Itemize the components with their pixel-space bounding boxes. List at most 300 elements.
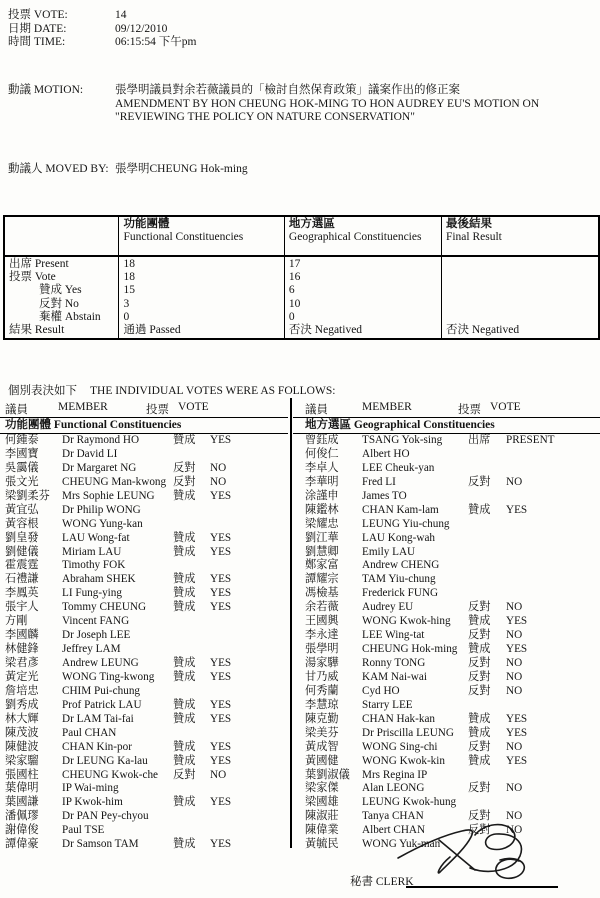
member-name-cn: 劉慧卿 [305,545,339,558]
vote-value-cn: 反對 [468,782,491,795]
member-name-en: LEE Cheuk-yan [362,461,435,474]
vote-value-en: NO [506,810,523,823]
vote-row [0,629,288,643]
member-name-en: Miriam LAU [62,545,122,558]
vote-value-en: NO [506,475,523,488]
motion-line-en-2: "REVIEWING THE POLICY ON NATURE CONSERVATION" [115,111,415,123]
summary-final-value: 否決 Negatived [445,323,520,336]
member-name-en: Emily LAU [362,545,416,558]
member-cn-header: 議員 [5,404,28,416]
geographical-column-header [293,398,600,418]
vote-value-cn: 贊成 [173,698,196,711]
summary-geographical-value: 0 [288,310,295,323]
member-name-cn: 涂謹申 [305,489,339,502]
vote-row [0,824,288,838]
vote-value-cn: 贊成 [468,503,491,516]
member-name-cn: 吳靄儀 [5,461,39,474]
vote-row [293,657,600,671]
vote-value-en: YES [210,531,232,544]
member-name-cn: 林大輝 [5,712,39,725]
member-name-en: Alan LEONG [362,782,425,795]
member-name-en: Albert HO [362,447,410,460]
summary-header-functional-cn: 功能團體 [123,218,170,230]
vote-value-cn: 贊成 [173,434,196,446]
member-name-cn: 陳茂波 [5,726,39,739]
vote-value-en: YES [210,796,232,809]
member-name-cn: 湯家驊 [305,657,339,669]
vote-row [0,532,288,546]
vote-value-cn: 贊成 [173,670,196,683]
vote-row [293,769,600,783]
summary-header-row [4,216,599,256]
member-name-en: Vincent FANG [62,615,130,628]
vote-row [293,462,600,476]
geographical-vote-rows [293,434,600,852]
vote-row [0,448,288,462]
summary-geographical-value: 否決 Negatived [288,323,363,336]
vote-value-cn: 反對 [468,740,491,753]
member-name-cn: 譚偉豪 [5,838,39,851]
vote-row [0,769,288,783]
vote-row [0,657,288,671]
vote-value-cn: 贊成 [173,489,196,502]
summary-functional-value: 通過 Passed [123,323,181,336]
member-name-en: Andrew CHENG [362,559,440,572]
vote-value-cn: 贊成 [173,573,196,586]
vote-value-en: NO [210,475,227,488]
summary-row-label: 反對 No [39,297,79,310]
vote-row [0,490,288,504]
member-name-en: IP Wai-ming [62,782,119,795]
vote-value-cn: 反對 [468,601,491,614]
vote-number-row [8,9,196,23]
summary-header-geographical-cn: 地方選區 [288,218,335,230]
motion-label: 動議 MOTION: [8,84,84,96]
member-name-en: CHAN Kin-por [62,740,132,753]
member-name-en: IP Kwok-him [62,796,123,809]
vote-value-cn: 贊成 [173,740,196,753]
member-name-cn: 梁耀忠 [305,517,339,530]
vote-row [293,629,600,643]
vote-row [293,573,600,587]
member-name-cn: 李國麟 [5,629,39,642]
summary-final-value [446,284,594,297]
column-divider-line [290,398,292,848]
time-row [8,36,196,50]
member-name-cn: 曾鈺成 [305,434,339,446]
member-name-en: TSANG Yok-sing [362,434,443,446]
vote-row [0,559,288,573]
member-name-cn: 詹培忠 [5,684,39,697]
member-name-en: CHAN Hak-kan [362,712,436,725]
clerk-signature [392,820,552,884]
summary-body-row [4,256,599,339]
member-name-en: WONG Yung-kan [62,517,143,530]
member-name-en: WONG Kwok-hing [362,615,451,628]
summary-final-value [446,311,594,324]
vote-row [0,601,288,615]
summary-functional-value: 18 [123,258,135,270]
summary-header-geographical [284,216,441,256]
member-name-cn: 李永達 [305,629,339,642]
vote-row [0,755,288,769]
vote-value-en: NO [506,670,523,683]
summary-row-label: 結果 Result [9,323,65,336]
vote-row [0,573,288,587]
functional-section-title: 功能團體 Functional Constituencies [0,418,288,434]
member-name-en: Audrey EU [362,601,414,614]
member-name-cn: 李卓人 [305,461,339,474]
summary-header-functional-en: Functional Constituencies [123,231,244,244]
vote-value-en: NO [210,768,227,781]
individual-votes-intro [8,382,335,398]
member-name-en: LI Fung-ying [62,587,122,600]
date-row [8,23,196,37]
member-name-en: Dr Philip WONG [62,503,141,516]
member-name-cn: 梁劉柔芬 [5,489,50,502]
vote-value-cn: 反對 [173,461,196,474]
member-name-cn: 謝偉俊 [5,824,39,837]
member-name-en: Starry LEE [362,698,413,711]
member-name-en: Paul CHAN [62,726,117,739]
vote-value-en: YES [506,726,528,739]
vote-row [0,462,288,476]
vote-row [293,796,600,810]
member-name-cn: 甘乃威 [305,670,339,683]
member-name-cn: 林健鋒 [5,643,39,656]
member-name-cn: 方剛 [5,615,28,628]
member-name-en: Dr Priscilla LEUNG [362,726,454,739]
vote-value-cn: 反對 [468,657,491,669]
summary-final-value [446,298,594,311]
vote-row [293,518,600,532]
member-name-en: LAU Wong-fat [62,531,130,544]
vote-row [0,782,288,796]
member-name-en: Dr LEUNG Ka-lau [62,754,148,767]
member-name-cn: 劉秀成 [5,698,39,711]
member-name-cn: 張國柱 [5,768,39,781]
vote-row [293,615,600,629]
summary-header-final-cn: 最後結果 [445,218,492,230]
member-name-en: CHEUNG Hok-ming [362,643,458,656]
vote-value-en: YES [210,712,232,725]
vote-value-cn: 贊成 [173,531,196,544]
summary-geographical-value: 6 [288,284,295,297]
member-name-cn: 劉皇發 [5,531,39,544]
vote-row [0,476,288,490]
vote-en-header: VOTE [490,401,521,413]
member-name-en: Mrs Regina IP [362,768,428,781]
vote-value-en: YES [506,754,528,767]
vote-value-cn: 贊成 [173,796,196,809]
date-value: 09/12/2010 [115,22,168,35]
member-name-cn: 梁君彥 [5,657,39,669]
vote-value-en: NO [506,824,523,837]
member-name-en: Dr Raymond HO [62,434,140,446]
vote-value-en: YES [506,615,528,628]
member-name-cn: 何鍾泰 [5,434,39,446]
vote-value-cn: 贊成 [468,643,491,656]
vote-row [0,796,288,810]
summary-header-empty [4,216,119,256]
member-name-cn: 張學明 [305,643,339,656]
summary-geographical-cell [284,256,441,339]
vote-row [293,671,600,685]
vote-row [0,671,288,685]
member-name-cn: 陳克勤 [305,712,339,725]
summary-geographical-value: 16 [288,271,301,284]
member-name-en: Ronny TONG [362,657,426,669]
vote-row [293,643,600,657]
vote-row [0,504,288,518]
moved-by-value: 張學明CHEUNG Hok-ming [115,163,248,175]
vote-row [293,559,600,573]
summary-final-value [446,271,594,284]
vote-value-en: YES [506,712,528,725]
summary-geographical-value: 17 [288,258,301,270]
clerk-signature-line [406,886,558,888]
vote-value-cn: 贊成 [468,615,491,628]
summary-row-label: 投票 Vote [9,271,56,284]
member-name-en: Andrew LEUNG [62,657,139,669]
member-name-en: Prof Patrick LAU [62,698,142,711]
vote-row [0,810,288,824]
vote-value-cn: 反對 [468,670,491,683]
vote-value-en: YES [210,545,232,558]
member-name-cn: 潘佩璆 [5,810,39,823]
member-name-en: Dr David LI [62,447,118,460]
member-name-en: WONG Kwok-kin [362,754,445,767]
summary-header-geographical-en: Geographical Constituencies [288,231,422,244]
vote-value-en: PRESENT [506,434,555,446]
individual-votes-table [0,398,600,858]
member-name-en: Dr LAM Tai-fai [62,712,134,725]
vote-row [293,782,600,796]
member-name-cn: 葉國謙 [5,796,39,809]
summary-labels-cell [4,256,119,339]
member-name-en: Abraham SHEK [62,573,136,586]
member-name-en: Mrs Sophie LEUNG [62,489,155,502]
member-name-cn: 張文光 [5,475,39,488]
member-name-en: CHAN Kam-lam [362,503,439,516]
motion-block [8,84,588,125]
member-name-cn: 馮檢基 [305,587,339,600]
member-name-cn: 黃成智 [305,740,339,753]
summary-table [3,215,600,340]
member-name-en: CHEUNG Kwok-che [62,768,159,781]
member-en-header: MEMBER [58,401,108,413]
vote-value-cn: 反對 [173,475,196,488]
functional-column-header [0,398,288,418]
member-name-en: WONG Ting-kwong [62,670,155,683]
member-name-cn: 葉偉明 [5,782,39,795]
vote-en-header: VOTE [178,401,209,413]
member-name-cn: 黃國健 [305,754,339,767]
vote-row [293,532,600,546]
member-name-en: WONG Sing-chi [362,740,438,753]
individual-votes-intro-cn: 個別表決如下 [8,385,77,397]
summary-final-value [446,258,594,271]
vote-value-cn: 贊成 [173,545,196,558]
vote-value-en: YES [210,698,232,711]
member-name-en: LEUNG Yiu-chung [362,517,450,530]
summary-row-label: 贊成 Yes [39,284,82,297]
member-name-cn: 梁美芬 [305,726,339,739]
member-name-en: Dr Joseph LEE [62,629,131,642]
vote-value-en: YES [506,643,528,656]
vote-value-cn: 出席 [468,434,491,446]
geographical-votes-column [293,398,600,852]
summary-functional-cell [119,256,284,339]
vote-value-en: NO [506,740,523,753]
motion-line-en-1: AMENDMENT BY HON CHEUNG HOK-MING TO HON AUDREY EU'S MOTION ON [115,97,540,110]
vote-value-en: NO [506,629,523,642]
member-name-en: Paul TSE [62,824,105,837]
summary-functional-value: 18 [123,271,135,284]
member-name-cn: 葉劉淑儀 [305,768,350,781]
vote-value-cn: 贊成 [173,712,196,725]
member-name-en: TAM Yiu-chung [362,573,436,586]
member-name-cn: 李華明 [305,475,339,488]
vote-row [293,727,600,741]
vote-row [293,685,600,699]
vote-row [0,518,288,532]
vote-value-cn: 反對 [468,810,491,823]
member-name-cn: 石禮謙 [5,573,39,586]
member-name-cn: 鄭家富 [305,559,339,572]
member-name-cn: 陳淑莊 [305,810,339,823]
vote-row [0,741,288,755]
vote-row [293,587,600,601]
vote-value-en: YES [210,434,232,446]
vote-value-cn: 贊成 [468,754,491,767]
vote-row [293,476,600,490]
member-name-en: WONG Yuk-man [362,838,441,851]
vote-value-en: YES [210,670,232,683]
summary-row-label: 棄權 Abstain [39,310,101,323]
vote-row [293,741,600,755]
vote-value-en: YES [210,740,232,753]
member-name-cn: 黃宜弘 [5,503,39,516]
member-name-cn: 劉健儀 [5,545,39,558]
member-name-cn: 何俊仁 [305,447,339,460]
vote-number-label: 投票 VOTE: [8,9,68,21]
vote-row [0,838,288,852]
moved-by-block [8,162,248,176]
vote-value-en: YES [210,573,232,586]
member-name-cn: 李鳳英 [5,587,39,600]
member-name-cn: 王國興 [305,615,339,628]
clerk-label: 秘書 CLERK [350,876,414,888]
member-name-en: Dr Margaret NG [62,461,137,474]
member-name-cn: 李慧琼 [305,698,339,711]
vote-row [293,713,600,727]
vote-value-en: YES [210,601,232,614]
motion-line-cn: 張學明議員對余若薇議員的「檢討自然保育政策」議案作出的修正案 [115,84,460,96]
vote-row [293,699,600,713]
vote-cn-header: 投票 [146,404,169,416]
time-label: 時間 TIME: [8,36,66,48]
member-name-en: LEE Wing-tat [362,629,425,642]
member-name-cn: 霍震霆 [5,559,39,572]
member-name-cn: 梁家傑 [305,782,339,795]
member-name-cn: 黃容根 [5,517,39,530]
vote-cn-header: 投票 [458,404,481,416]
summary-geographical-value: 10 [288,297,301,310]
member-name-en: Albert CHAN [362,824,426,837]
member-name-en: KAM Nai-wai [362,670,427,683]
member-name-cn: 何秀蘭 [305,684,339,697]
vote-value-en: YES [210,587,232,600]
member-name-en: LEUNG Kwok-hung [362,796,457,809]
member-name-en: LAU Kong-wah [362,531,436,544]
time-value: 06:15:54 下午pm [115,36,197,48]
member-name-en: Dr Samson TAM [62,838,139,851]
vote-row [0,727,288,741]
member-name-cn: 李國寶 [5,447,39,460]
vote-value-cn: 贊成 [173,587,196,600]
vote-value-en: YES [210,754,232,767]
vote-value-cn: 贊成 [173,657,196,669]
vote-value-en: NO [210,461,227,474]
vote-value-cn: 反對 [468,684,491,697]
vote-row [293,434,600,448]
moved-by-label: 動議人 MOVED BY: [8,163,109,175]
vote-row [293,755,600,769]
summary-functional-value: 0 [123,310,130,323]
vote-value-cn: 反對 [468,475,491,488]
vote-value-cn: 贊成 [173,601,196,614]
member-name-en: Cyd HO [362,684,400,697]
vote-row [293,546,600,560]
vote-row [0,699,288,713]
vote-value-cn: 贊成 [468,712,491,725]
summary-functional-value: 15 [123,284,135,297]
member-name-cn: 劉江華 [305,531,339,544]
vote-value-en: YES [210,657,232,669]
member-name-en: Timothy FOK [62,559,126,572]
summary-functional-value: 3 [123,297,130,310]
vote-value-en: NO [506,684,523,697]
vote-value-cn: 反對 [468,629,491,642]
member-name-cn: 陳偉業 [305,824,339,837]
vote-number-value: 14 [115,9,127,21]
member-name-cn: 梁家騮 [5,754,39,767]
vote-value-en: YES [210,838,232,851]
member-name-cn: 陳鑑林 [305,503,339,516]
summary-header-functional [119,216,284,256]
functional-vote-rows [0,434,288,852]
member-name-en: CHIM Pui-chung [62,684,141,697]
vote-row [0,587,288,601]
member-name-en: CHEUNG Man-kwong [62,475,167,488]
member-name-cn: 黃毓民 [305,838,339,851]
individual-votes-intro-en: THE INDIVIDUAL VOTES WERE AS FOLLOWS: [90,385,336,397]
vote-row [293,504,600,518]
member-name-cn: 梁國雄 [305,796,339,809]
vote-value-en: YES [210,489,232,502]
vote-row [293,448,600,462]
vote-value-cn: 反對 [173,768,196,781]
vote-value-cn: 贊成 [468,726,491,739]
vote-value-en: YES [506,503,528,516]
vote-value-cn: 反對 [468,824,491,837]
date-label: 日期 DATE: [8,22,67,35]
member-name-cn: 譚耀宗 [305,573,339,586]
header-info [8,9,196,50]
functional-votes-column [0,398,288,852]
member-name-en: Dr PAN Pey-chyou [62,810,149,823]
